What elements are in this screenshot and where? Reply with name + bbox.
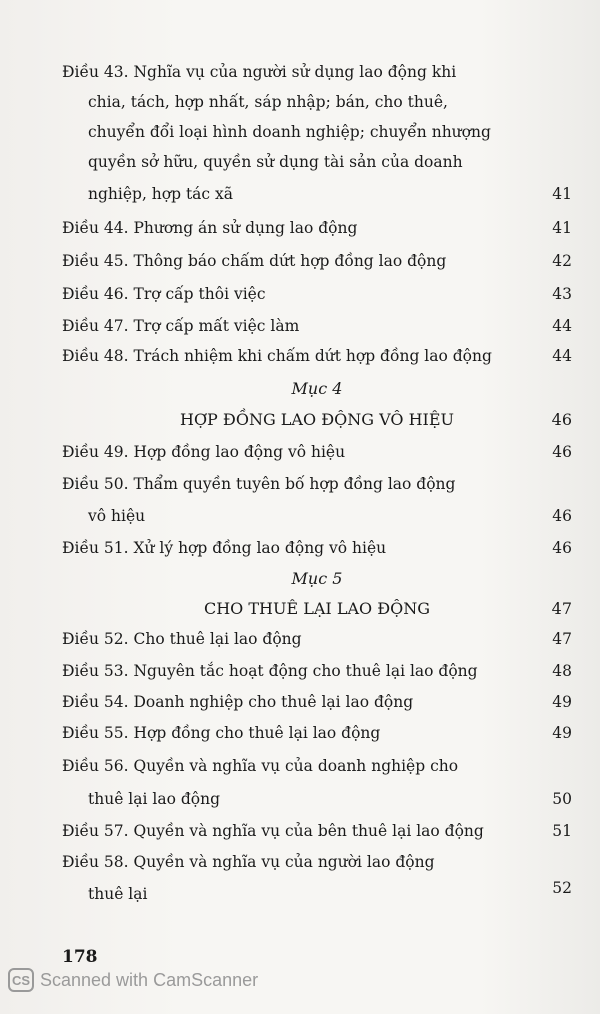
toc-entry-50-page: 46 [552, 507, 572, 525]
toc-entry-45 [62, 247, 572, 276]
toc-entry-49-text: Điều 49. Hợp đồng lao động vô hiệu [62, 443, 346, 461]
toc-entry-51-page: 46 [552, 539, 572, 557]
toc-entry-53 [62, 657, 572, 686]
toc-entry-50-line-1: Điều 50. Thẩm quyền tuyên bố hợp đồng lao động [62, 475, 456, 493]
toc-entry-56-line-1: Điều 56. Quyền và nghĩa vụ của doanh nghiệp cho [62, 757, 459, 775]
toc-entry-46-text: Điều 46. Trợ cấp thôi việc [62, 285, 266, 303]
toc-entry-45-text: Điều 45. Thông báo chấm dứt hợp đồng lao động [62, 252, 447, 270]
toc-entry-52-text: Điều 52. Cho thuê lại lao động [62, 630, 302, 648]
toc-entry-43-line-5 [88, 180, 572, 209]
toc-entry-46-page: 43 [552, 285, 572, 303]
toc-entry-45-page: 42 [552, 252, 572, 270]
section-title-muc-4 [62, 405, 572, 434]
toc-entry-57-text: Điều 57. Quyền và nghĩa vụ của bên thuê lại lao động [62, 822, 484, 840]
toc-entry-57-page: 51 [552, 822, 572, 840]
toc-entry-48-page: 44 [552, 347, 572, 365]
section-label-muc-4: Mục 4 [291, 379, 343, 398]
toc-entry-47-text: Điều 47. Trợ cấp mất việc làm [62, 317, 300, 335]
toc-entry-47-page: 44 [552, 317, 572, 335]
toc-entry-52-page: 47 [552, 630, 572, 648]
toc-entry-53-page: 48 [552, 662, 572, 680]
toc-entry-53-text: Điều 53. Nguyên tắc hoạt động cho thuê lại lao động [62, 662, 478, 680]
toc-entry-51 [62, 534, 572, 563]
toc-entry-58-page: 52 [552, 879, 572, 897]
section-muc-5-page: 47 [551, 599, 572, 618]
toc-entry-55-text: Điều 55. Hợp đồng cho thuê lại lao động [62, 724, 381, 742]
camscanner-watermark [8, 968, 258, 992]
toc-entry-57 [62, 817, 572, 846]
toc-entry-44-page: 41 [552, 219, 572, 237]
toc-entry-56-page: 50 [552, 790, 572, 808]
toc-entry-49-page: 46 [552, 443, 572, 461]
section-muc-4-page: 46 [551, 410, 572, 429]
camscanner-logo-icon: CS [8, 968, 34, 992]
toc-entry-50-line-2 [88, 502, 572, 531]
section-title-muc-5 [62, 594, 572, 623]
toc-entry-43-line-1: Điều 43. Nghĩa vụ của người sử dụng lao động khi [62, 63, 457, 81]
toc-entry-55 [62, 719, 572, 748]
section-title-muc-4-text: HỢP ĐỒNG LAO ĐỘNG VÔ HIỆU [179, 410, 454, 429]
toc-entry-44-text: Điều 44. Phương án sử dụng lao động [62, 219, 358, 237]
toc-entry-58-text: thuê lại [88, 885, 148, 903]
toc-entry-47 [62, 312, 572, 341]
toc-entry-49 [62, 438, 572, 467]
toc-entry-54 [62, 688, 572, 717]
toc-entry-58-line-2 [88, 880, 572, 909]
toc-entry-43-text: nghiệp, hợp tác xã [88, 185, 234, 203]
page-number: 178 [62, 947, 98, 967]
toc-entry-43-page: 41 [552, 185, 572, 203]
toc-entry-54-text: Điều 54. Doanh nghiệp cho thuê lại lao động [62, 693, 414, 711]
toc-entry-50-text: vô hiệu [88, 507, 146, 525]
section-title-muc-5-text: CHO THUÊ LẠI LAO ĐỘNG [203, 599, 431, 618]
toc-entry-43-line-3: chuyển đổi loại hình doanh nghiệp; chuyển nhượng [88, 123, 491, 141]
toc-entry-56-text: thuê lại lao động [88, 790, 220, 808]
toc-entry-58-line-1: Điều 58. Quyền và nghĩa vụ của người lao động [62, 853, 435, 871]
toc-entry-43-line-2: chia, tách, hợp nhất, sáp nhập; bán, cho thuê, [88, 93, 448, 111]
toc-entry-44 [62, 214, 572, 243]
toc-entry-48 [62, 342, 572, 371]
toc-entry-54-page: 49 [552, 693, 572, 711]
toc-entry-55-page: 49 [552, 724, 572, 742]
watermark-text: Scanned with CamScanner [40, 969, 259, 990]
toc-entry-43-line-4: quyền sở hữu, quyền sử dụng tài sản của doanh [88, 153, 463, 171]
toc-entry-52 [62, 625, 572, 654]
toc-entry-56-line-2 [88, 785, 572, 814]
toc-entry-51-text: Điều 51. Xử lý hợp đồng lao động vô hiệu [62, 539, 387, 557]
toc-entry-48-text: Điều 48. Trách nhiệm khi chấm dứt hợp đồng lao động [62, 347, 492, 365]
section-label-muc-5: Mục 5 [291, 569, 343, 588]
toc-entry-46 [62, 280, 572, 309]
